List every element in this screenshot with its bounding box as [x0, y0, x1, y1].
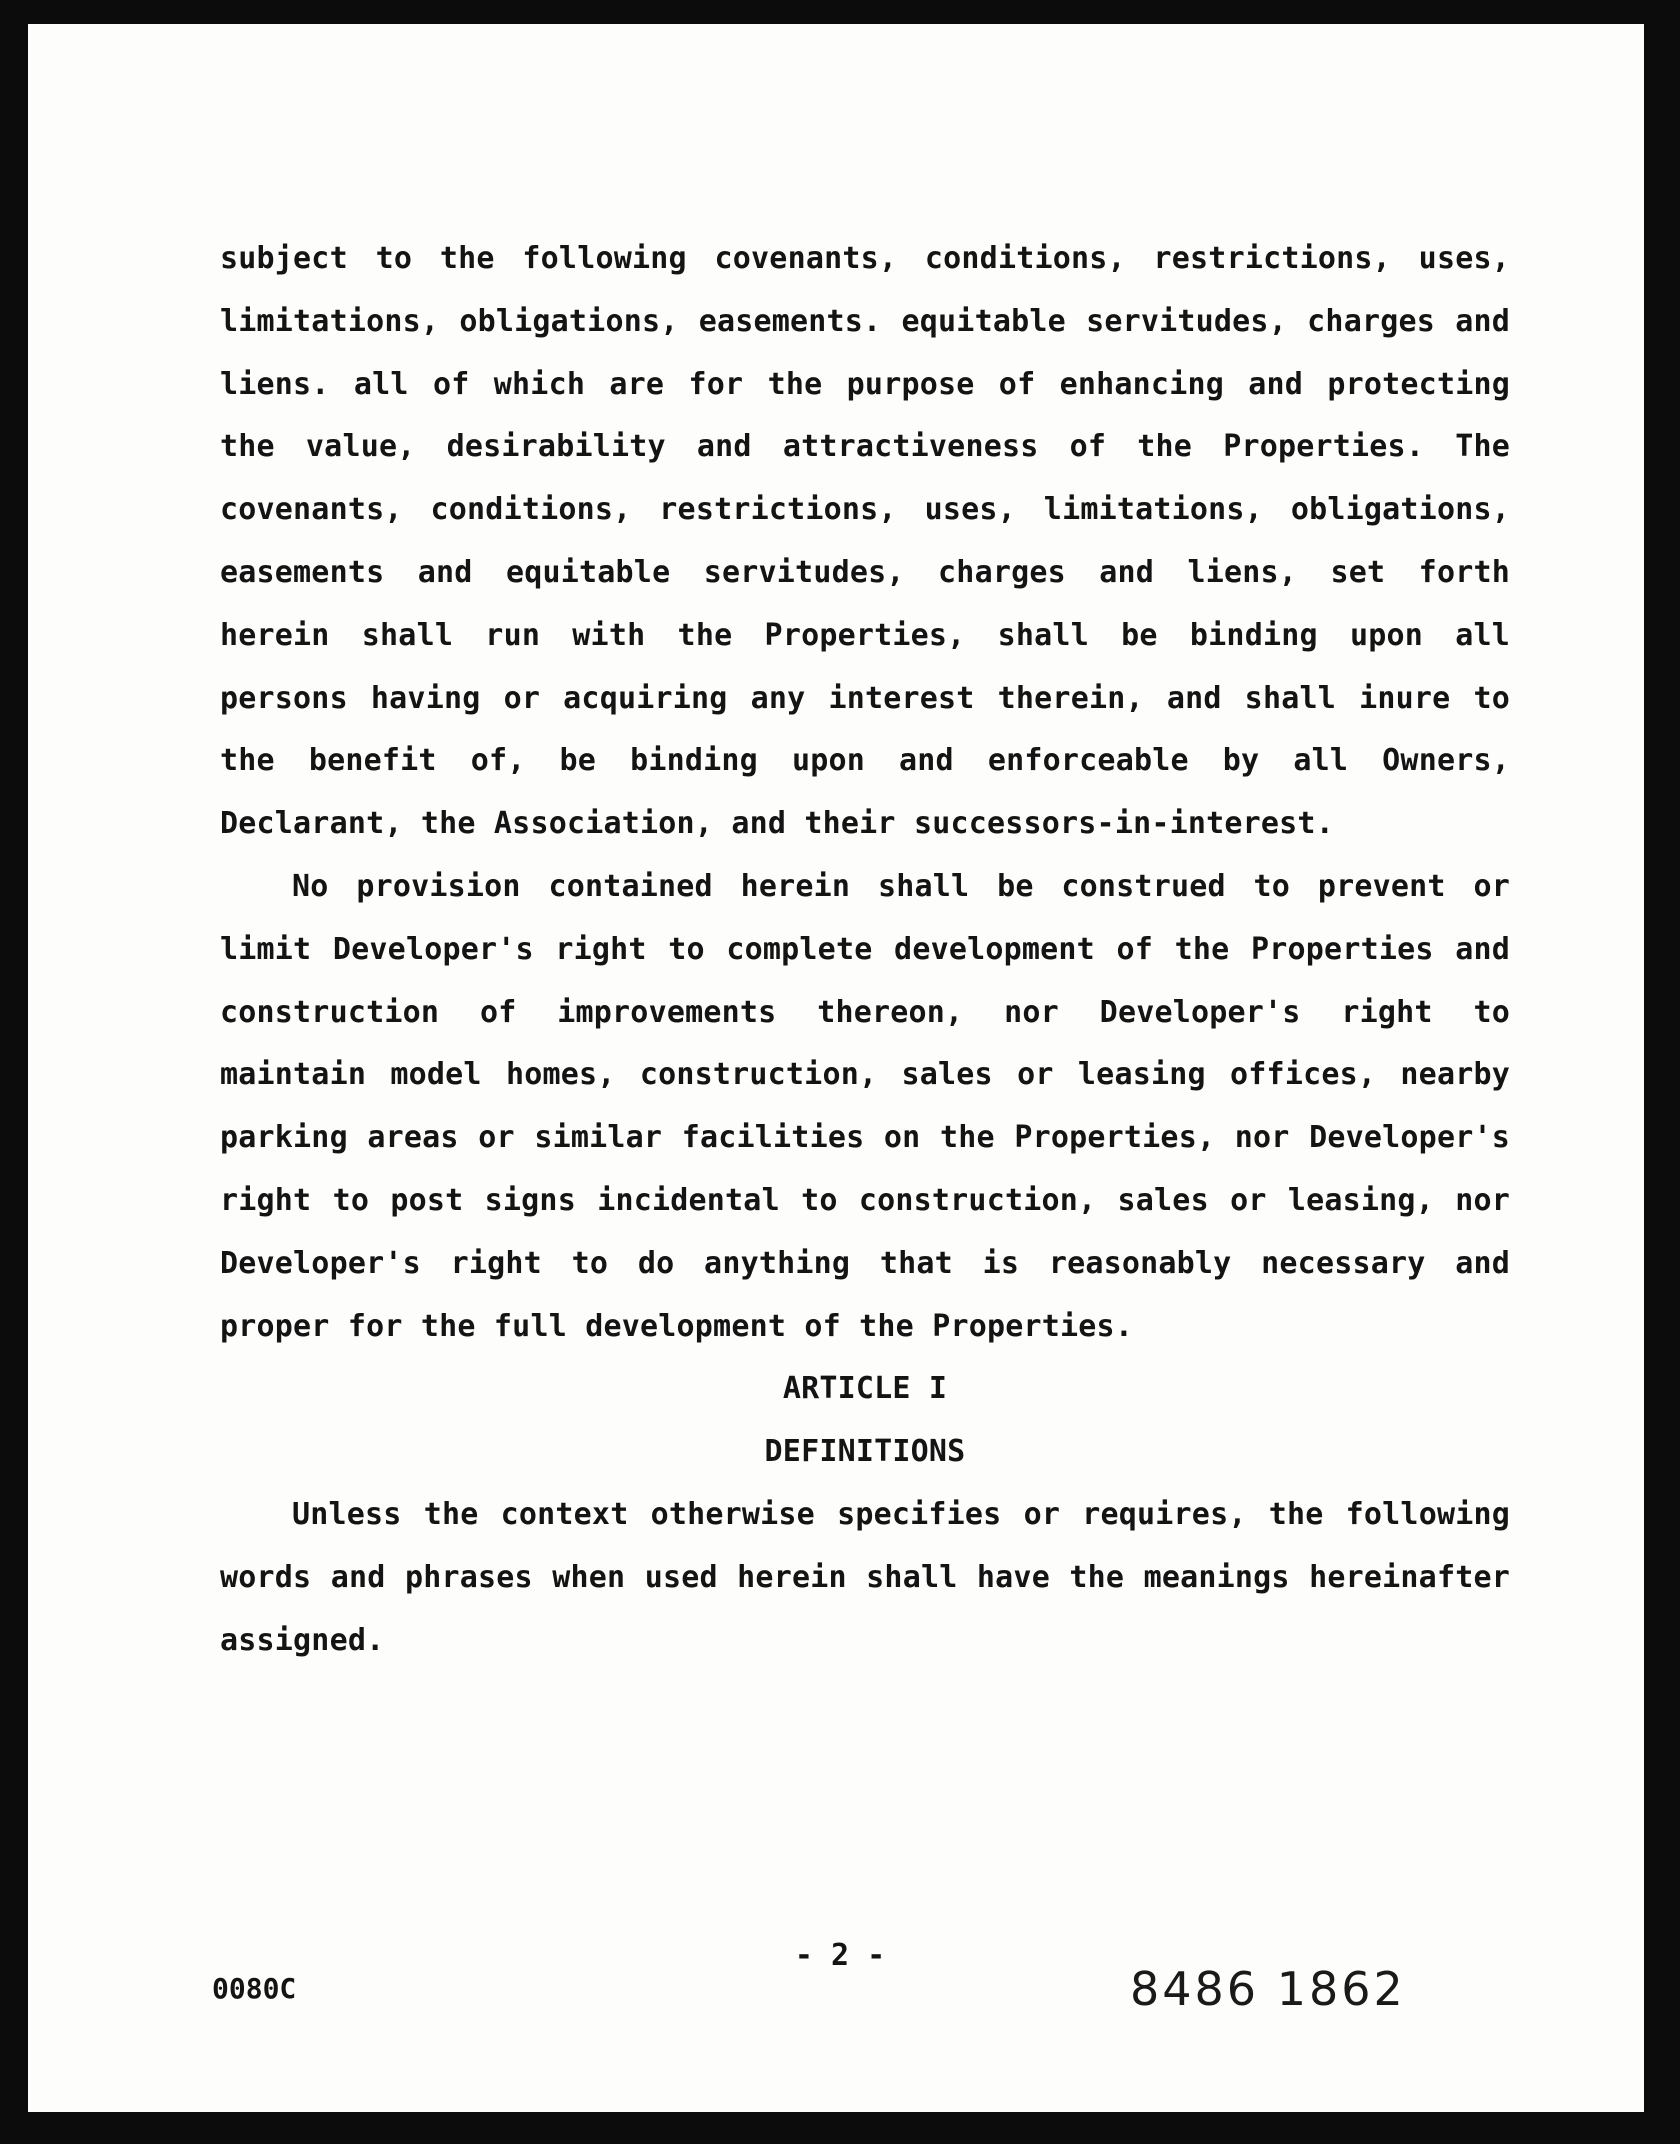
scan-speck	[12, 560, 17, 567]
book-page-reference: 8486 1862	[1130, 1962, 1406, 2016]
scan-speck	[1660, 1230, 1666, 1238]
article-title: DEFINITIONS	[764, 1434, 966, 1470]
article-heading: ARTICLE I	[782, 1371, 948, 1407]
paragraph-developer-rights: No provision contained herein shall be construed to prevent or limit Developer's right to complete development of the Properties and construction of improvements thereon, nor Developer's right to maintain model homes, construction, sales or leasing offices, nearby parking areas or similar facilities on the Properties, nor Developer's right to post signs incidental to construction, sales or leasing, nor Developer's right to do anything that is reasonably necessary and proper for the full development of the Properties.	[220, 868, 1510, 1344]
page-number: - 2 -	[794, 1938, 886, 1973]
paragraph-covenants: subject to the following covenants, conditions, restrictions, uses, limitations, obligations, easements. equitable servitudes, charges and liens. all of which are for the purpose of enhancing and protecting the value, desirability and attractiveness of the Properties. The covenants, conditions, restrictions, uses, limitations, obligations, easements and equitable servitudes, charges and liens, set forth herein shall run with the Properties, shall be binding upon all persons having or acquiring any interest therein, and shall inure to the benefit of, be binding upon and enforceable by all Owners, Declarant, the Association, and their successors-in-interest.	[220, 241, 1510, 842]
document-code: 0080C	[212, 1972, 297, 2005]
document-body	[220, 228, 1510, 1672]
scan-speck	[1650, 440, 1664, 462]
paragraph-definitions: Unless the context otherwise specifies or requires, the following words and phrases when used herein shall have the meanings hereinafter assigned.	[220, 1496, 1510, 1658]
